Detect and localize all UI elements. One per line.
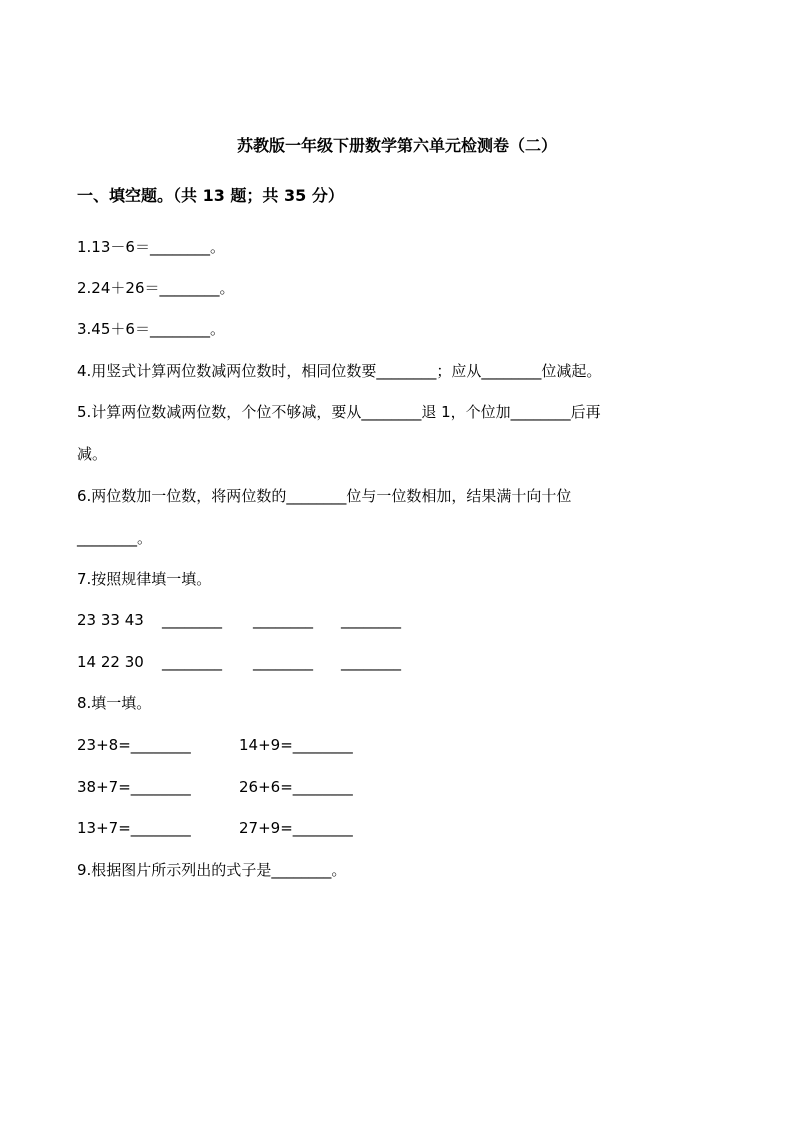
question-6-line-1: 6.两位数加一位数，将两位数的________位与一位数相加，结果满十向十位 bbox=[77, 487, 572, 505]
question-6-line-2: ________。 bbox=[77, 529, 153, 547]
question-2: 2.24＋26＝________。 bbox=[77, 279, 235, 297]
q7-row1-blank-2: ________ bbox=[253, 611, 313, 629]
question-4: 4.用竖式计算两位数减两位数时，相同位数要________；应从________位减起。 bbox=[77, 362, 602, 380]
question-1: 1.13－6＝________。 bbox=[77, 238, 225, 256]
question-3: 3.45＋6＝________。 bbox=[77, 320, 225, 338]
q7-row1-blank-1: ________ bbox=[162, 611, 222, 629]
question-5-line-2: 减。 bbox=[77, 445, 108, 463]
q7-row1-numbers: 23 33 43 bbox=[77, 611, 144, 629]
q8-item-1-right: 14+9=________ bbox=[239, 736, 353, 754]
q7-row2-blank-3: ________ bbox=[341, 653, 401, 671]
q8-item-2-right: 26+6=________ bbox=[239, 778, 353, 796]
q7-row1-blank-3: ________ bbox=[341, 611, 401, 629]
question-7: 7.按照规律填一填。 bbox=[77, 570, 212, 588]
page-title: 苏教版一年级下册数学第六单元检测卷（二） bbox=[236, 136, 557, 155]
q7-row2-numbers: 14 22 30 bbox=[77, 653, 144, 671]
q8-item-3-left: 13+7=________ bbox=[77, 819, 191, 837]
section-heading-fill-in: 一、填空题。（共 13 题；共 35 分） bbox=[77, 186, 344, 205]
question-9: 9.根据图片所示列出的式子是________。 bbox=[77, 861, 347, 879]
q8-item-1-left: 23+8=________ bbox=[77, 736, 191, 754]
question-5-line-1: 5.计算两位数减两位数，个位不够减，要从________退 1，个位加________后再 bbox=[77, 403, 601, 421]
q7-row2-blank-1: ________ bbox=[162, 653, 222, 671]
question-8: 8.填一填。 bbox=[77, 694, 152, 712]
q8-item-3-right: 27+9=________ bbox=[239, 819, 353, 837]
q7-row2-blank-2: ________ bbox=[253, 653, 313, 671]
q8-item-2-left: 38+7=________ bbox=[77, 778, 191, 796]
